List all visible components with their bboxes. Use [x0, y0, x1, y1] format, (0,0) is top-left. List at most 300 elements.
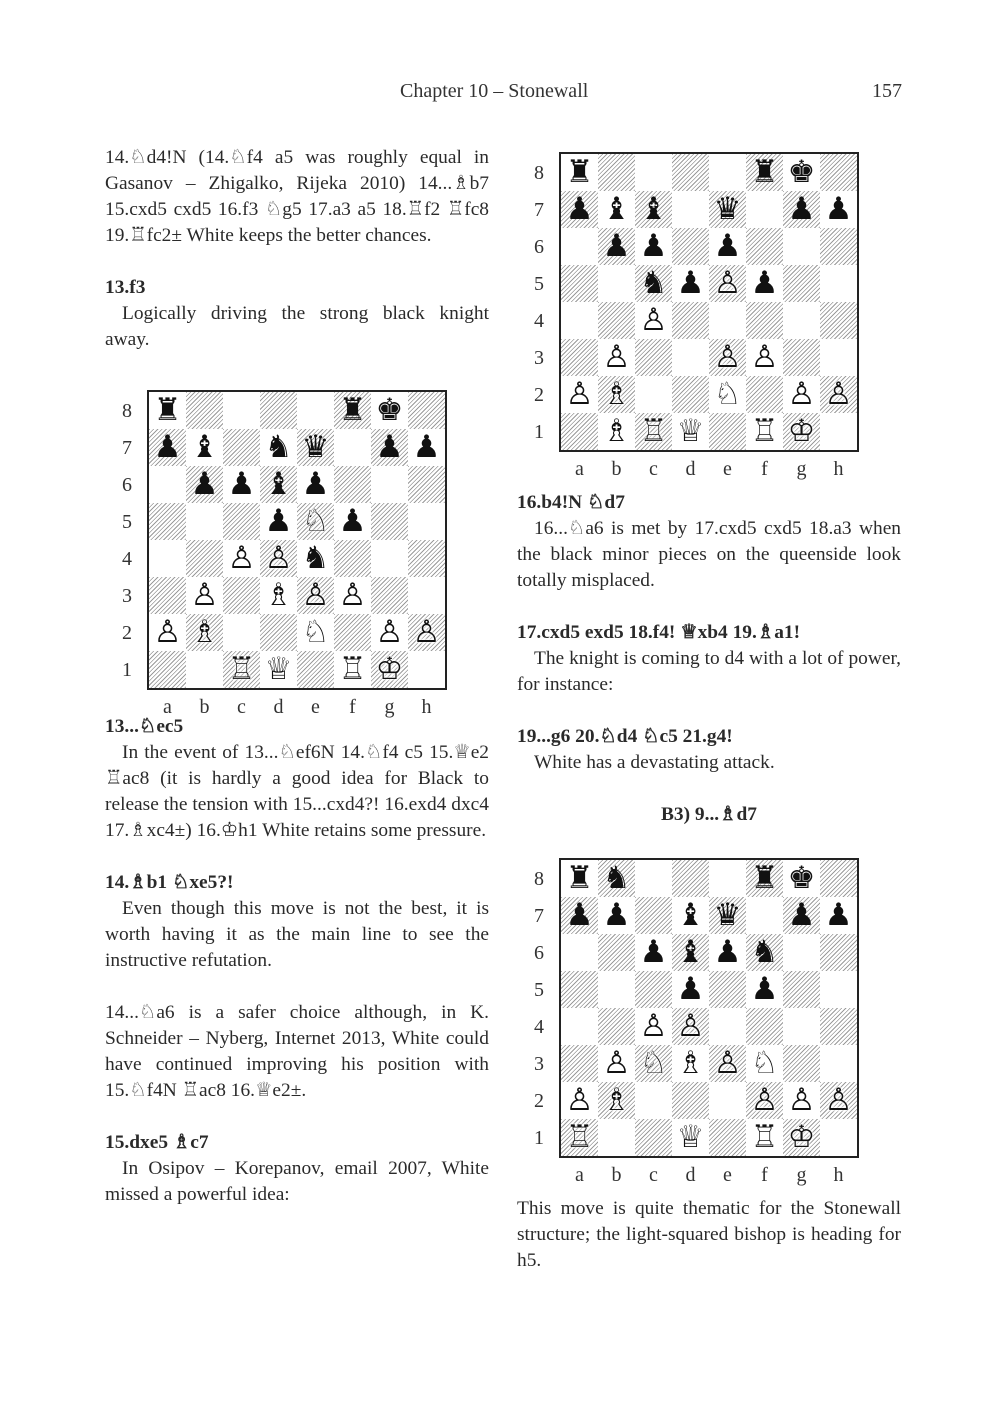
square-d2 [672, 1082, 709, 1119]
square-f7 [334, 429, 371, 466]
square-g8 [371, 392, 408, 429]
white-knight-icon: ♘ [639, 1045, 668, 1081]
square-g5 [783, 971, 820, 1008]
black-knight-icon: ♞ [301, 540, 330, 576]
rank-label: 6 [534, 942, 544, 964]
square-e2 [297, 614, 334, 651]
rank-label: 4 [122, 548, 132, 570]
square-h3 [408, 577, 445, 614]
white-pawn-icon: ♙ [602, 1045, 631, 1081]
square-h3 [820, 339, 857, 376]
page-number: 157 [872, 80, 902, 102]
square-g5 [371, 503, 408, 540]
white-pawn-icon: ♙ [264, 540, 293, 576]
square-g3 [783, 339, 820, 376]
square-a6 [561, 228, 598, 265]
square-g1 [371, 651, 408, 688]
square-h1 [820, 1119, 857, 1156]
rank-label: 2 [534, 384, 544, 406]
square-a3 [149, 577, 186, 614]
square-h7 [820, 897, 857, 934]
white-pawn-icon: ♙ [713, 1045, 742, 1081]
square-c1 [223, 651, 260, 688]
square-c7 [223, 429, 260, 466]
square-d1 [672, 413, 709, 450]
black-rook-icon: ♜ [338, 392, 367, 428]
square-e1 [709, 413, 746, 450]
white-pawn-icon: ♙ [676, 1008, 705, 1044]
file-label: g [796, 458, 807, 480]
black-pawn-icon: ♟ [565, 191, 594, 227]
square-e5 [709, 265, 746, 302]
paragraph: This move is quite thematic for the Stonewall structure; the light-squared bishop is heading for h5. [517, 1198, 901, 1271]
file-label: g [384, 696, 395, 718]
white-rook-icon: ♖ [338, 651, 367, 687]
square-d3 [672, 339, 709, 376]
black-rook-icon: ♜ [565, 154, 594, 190]
white-bishop-icon: ♗ [602, 1082, 631, 1118]
square-d2 [672, 376, 709, 413]
square-e2 [709, 376, 746, 413]
white-queen-icon: ♕ [676, 413, 705, 449]
file-label: b [611, 1164, 622, 1186]
square-e6 [709, 228, 746, 265]
square-g3 [371, 577, 408, 614]
black-pawn-icon: ♟ [750, 265, 779, 301]
white-pawn-icon: ♙ [338, 577, 367, 613]
move-heading: 14.♗b1 ♘xe5?! [105, 872, 234, 893]
file-label: e [723, 1164, 732, 1186]
black-rook-icon: ♜ [153, 392, 182, 428]
square-b8 [598, 154, 635, 191]
square-h7 [408, 429, 445, 466]
square-f8 [334, 392, 371, 429]
move-heading: 13.f3 [105, 277, 146, 298]
square-d8 [672, 860, 709, 897]
square-a8 [561, 154, 598, 191]
rank-label: 8 [534, 868, 544, 890]
square-d8 [260, 392, 297, 429]
rank-label: 7 [534, 905, 544, 927]
square-b6 [186, 466, 223, 503]
chess-board [559, 152, 859, 452]
rank-label: 4 [534, 310, 544, 332]
square-c1 [635, 413, 672, 450]
black-knight-icon: ♞ [639, 265, 668, 301]
square-e3 [297, 577, 334, 614]
square-a8 [149, 392, 186, 429]
white-knight-icon: ♘ [750, 1045, 779, 1081]
square-a7 [561, 897, 598, 934]
chess-diagram [517, 150, 901, 490]
square-b6 [598, 934, 635, 971]
square-c6 [223, 466, 260, 503]
black-pawn-icon: ♟ [301, 466, 330, 502]
square-c5 [635, 971, 672, 1008]
square-g4 [783, 1008, 820, 1045]
square-c6 [635, 934, 672, 971]
square-b1 [598, 413, 635, 450]
square-f6 [334, 466, 371, 503]
square-h1 [820, 413, 857, 450]
square-g5 [783, 265, 820, 302]
move-heading: 19...g6 20.♘d4 ♘c5 21.g4! [517, 726, 733, 747]
square-e4 [709, 302, 746, 339]
white-pawn-icon: ♙ [153, 614, 182, 650]
square-f5 [746, 971, 783, 1008]
black-king-icon: ♚ [787, 154, 816, 190]
square-c2 [635, 376, 672, 413]
square-e7 [709, 191, 746, 228]
black-pawn-icon: ♟ [824, 191, 853, 227]
square-f6 [746, 228, 783, 265]
paragraph: Logically driving the strong black knight away. [105, 303, 489, 350]
file-label: e [311, 696, 320, 718]
white-pawn-icon: ♙ [639, 302, 668, 338]
square-f4 [334, 540, 371, 577]
square-f2 [746, 376, 783, 413]
black-pawn-icon: ♟ [602, 228, 631, 264]
square-f1 [746, 413, 783, 450]
square-b4 [186, 540, 223, 577]
square-d6 [260, 466, 297, 503]
square-e6 [709, 934, 746, 971]
square-h2 [408, 614, 445, 651]
square-a7 [149, 429, 186, 466]
black-bishop-icon: ♝ [676, 897, 705, 933]
square-h4 [408, 540, 445, 577]
white-pawn-icon: ♙ [824, 376, 853, 412]
black-pawn-icon: ♟ [676, 971, 705, 1007]
file-label: c [237, 696, 246, 718]
rank-label: 6 [534, 236, 544, 258]
square-h5 [820, 971, 857, 1008]
black-pawn-icon: ♟ [375, 429, 404, 465]
white-pawn-icon: ♙ [787, 1082, 816, 1118]
square-h5 [820, 265, 857, 302]
rank-label: 1 [534, 421, 544, 443]
square-e8 [709, 154, 746, 191]
square-g6 [371, 466, 408, 503]
square-b7 [598, 897, 635, 934]
square-g7 [371, 429, 408, 466]
black-pawn-icon: ♟ [713, 934, 742, 970]
black-pawn-icon: ♟ [338, 503, 367, 539]
square-c8 [635, 154, 672, 191]
square-g4 [783, 302, 820, 339]
square-c1 [635, 1119, 672, 1156]
square-b8 [598, 860, 635, 897]
rank-label: 3 [122, 585, 132, 607]
file-label: d [273, 696, 284, 718]
square-d1 [672, 1119, 709, 1156]
black-knight-icon: ♞ [602, 860, 631, 896]
white-pawn-icon: ♙ [713, 339, 742, 375]
white-queen-icon: ♕ [264, 651, 293, 687]
square-d7 [672, 897, 709, 934]
square-h2 [820, 376, 857, 413]
square-c3 [635, 339, 672, 376]
square-a6 [561, 934, 598, 971]
move-heading: 15.dxe5 ♗c7 [105, 1132, 209, 1153]
black-bishop-icon: ♝ [639, 191, 668, 227]
square-d6 [672, 934, 709, 971]
rank-label: 5 [534, 273, 544, 295]
square-d1 [260, 651, 297, 688]
paragraph: In Osipov – Korepanov, email 2007, White missed a powerful idea: [105, 1158, 489, 1205]
square-h8 [408, 392, 445, 429]
square-e8 [709, 860, 746, 897]
black-rook-icon: ♜ [750, 860, 779, 896]
square-g1 [783, 1119, 820, 1156]
file-label: f [761, 458, 768, 480]
square-c7 [635, 897, 672, 934]
black-king-icon: ♚ [787, 860, 816, 896]
rank-label: 3 [534, 1053, 544, 1075]
square-e4 [297, 540, 334, 577]
white-pawn-icon: ♙ [602, 339, 631, 375]
black-bishop-icon: ♝ [190, 429, 219, 465]
rank-label: 3 [534, 347, 544, 369]
black-bishop-icon: ♝ [676, 934, 705, 970]
square-d5 [672, 971, 709, 1008]
square-c3 [635, 1045, 672, 1082]
square-c2 [223, 614, 260, 651]
square-e1 [709, 1119, 746, 1156]
black-pawn-icon: ♟ [602, 897, 631, 933]
rank-label: 5 [122, 511, 132, 533]
black-king-icon: ♚ [375, 392, 404, 428]
square-d4 [672, 302, 709, 339]
square-c6 [635, 228, 672, 265]
left-column [105, 145, 489, 1208]
square-a2 [561, 1082, 598, 1119]
chess-board [559, 858, 859, 1158]
white-king-icon: ♔ [787, 1119, 816, 1155]
square-a1 [561, 1119, 598, 1156]
square-f4 [746, 1008, 783, 1045]
square-c5 [223, 503, 260, 540]
black-rook-icon: ♜ [750, 154, 779, 190]
square-a7 [561, 191, 598, 228]
file-label: b [611, 458, 622, 480]
square-c8 [635, 860, 672, 897]
square-b8 [186, 392, 223, 429]
square-g8 [783, 860, 820, 897]
white-pawn-icon: ♙ [565, 376, 594, 412]
square-c2 [635, 1082, 672, 1119]
square-a4 [561, 302, 598, 339]
paragraph: White has a devastating attack. [534, 752, 775, 773]
square-h8 [820, 154, 857, 191]
square-g6 [783, 934, 820, 971]
chapter-title: Chapter 10 – Stonewall [400, 80, 589, 102]
square-f3 [746, 339, 783, 376]
move-heading: 17.cxd5 exd5 18.f4! ♕xb4 19.♗a1! [517, 622, 801, 643]
square-e6 [297, 466, 334, 503]
white-bishop-icon: ♗ [190, 614, 219, 650]
black-pawn-icon: ♟ [190, 466, 219, 502]
black-pawn-icon: ♟ [713, 228, 742, 264]
square-a2 [561, 376, 598, 413]
square-c4 [635, 302, 672, 339]
square-a3 [561, 339, 598, 376]
square-d3 [260, 577, 297, 614]
square-f7 [746, 897, 783, 934]
square-a4 [149, 540, 186, 577]
rank-label: 5 [534, 979, 544, 1001]
square-b2 [598, 1082, 635, 1119]
rank-label: 7 [534, 199, 544, 221]
rank-label: 4 [534, 1016, 544, 1038]
square-b5 [186, 503, 223, 540]
square-g3 [783, 1045, 820, 1082]
black-pawn-icon: ♟ [639, 934, 668, 970]
square-g8 [783, 154, 820, 191]
square-f8 [746, 860, 783, 897]
white-pawn-icon: ♙ [412, 614, 441, 650]
square-a1 [149, 651, 186, 688]
square-b2 [598, 376, 635, 413]
square-e4 [709, 1008, 746, 1045]
square-a1 [561, 413, 598, 450]
black-rook-icon: ♜ [565, 860, 594, 896]
square-h8 [820, 860, 857, 897]
square-a5 [149, 503, 186, 540]
square-f1 [746, 1119, 783, 1156]
rank-label: 1 [122, 659, 132, 681]
rank-label: 2 [122, 622, 132, 644]
file-label: a [575, 1164, 584, 1186]
file-label: h [421, 696, 432, 718]
square-e2 [709, 1082, 746, 1119]
square-c4 [223, 540, 260, 577]
square-f3 [334, 577, 371, 614]
square-f4 [746, 302, 783, 339]
white-knight-icon: ♘ [713, 376, 742, 412]
square-h6 [408, 466, 445, 503]
square-b5 [598, 971, 635, 1008]
black-bishop-icon: ♝ [264, 466, 293, 502]
rank-label: 2 [534, 1090, 544, 1112]
square-a2 [149, 614, 186, 651]
paragraph: The knight is coming to d4 with a lot of power, for instance: [517, 648, 901, 695]
square-e5 [297, 503, 334, 540]
square-e3 [709, 339, 746, 376]
square-c4 [635, 1008, 672, 1045]
square-a5 [561, 971, 598, 1008]
square-e7 [709, 897, 746, 934]
file-label: h [833, 1164, 844, 1186]
file-label: f [349, 696, 356, 718]
square-f3 [746, 1045, 783, 1082]
square-g7 [783, 191, 820, 228]
square-b2 [186, 614, 223, 651]
paragraph: 16...♘a6 is met by 17.cxd5 cxd5 18.a3 when the black minor pieces on the queenside look totally misplaced. [517, 518, 901, 591]
file-label: d [685, 1164, 696, 1186]
white-bishop-icon: ♗ [676, 1045, 705, 1081]
paragraph: Even though this move is not the best, it is worth having it as the main line to see the instructive refutation. [105, 898, 489, 971]
square-e7 [297, 429, 334, 466]
square-d5 [260, 503, 297, 540]
file-label: e [723, 458, 732, 480]
black-pawn-icon: ♟ [264, 503, 293, 539]
square-d5 [672, 265, 709, 302]
square-b1 [186, 651, 223, 688]
square-b4 [598, 1008, 635, 1045]
paragraph: 14.♘d4!N (14.♘f4 a5 was roughly equal in Gasanov – Zhigalko, Rijeka 2010) 14...♗b7 15.cxd5 cxd5 16.f3 ♘g5 17.a3 a5 18.♖f2 ♖fc8 19.♖fc2± White keeps the better chances. [105, 147, 489, 246]
square-b3 [598, 1045, 635, 1082]
white-pawn-icon: ♙ [787, 376, 816, 412]
white-knight-icon: ♘ [301, 503, 330, 539]
file-label: a [163, 696, 172, 718]
square-e8 [297, 392, 334, 429]
square-b6 [598, 228, 635, 265]
square-f5 [746, 265, 783, 302]
rank-label: 6 [122, 474, 132, 496]
file-label: d [685, 458, 696, 480]
white-rook-icon: ♖ [639, 413, 668, 449]
file-label: f [761, 1164, 768, 1186]
black-knight-icon: ♞ [750, 934, 779, 970]
square-d8 [672, 154, 709, 191]
square-f2 [746, 1082, 783, 1119]
black-queen-icon: ♛ [713, 897, 742, 933]
square-h2 [820, 1082, 857, 1119]
square-g6 [783, 228, 820, 265]
white-bishop-icon: ♗ [602, 413, 631, 449]
black-bishop-icon: ♝ [602, 191, 631, 227]
black-pawn-icon: ♟ [750, 971, 779, 1007]
rank-label: 8 [534, 162, 544, 184]
black-pawn-icon: ♟ [676, 265, 705, 301]
square-b3 [598, 339, 635, 376]
white-queen-icon: ♕ [676, 1119, 705, 1155]
rank-label: 7 [122, 437, 132, 459]
white-pawn-icon: ♙ [227, 540, 256, 576]
square-h4 [820, 1008, 857, 1045]
square-a4 [561, 1008, 598, 1045]
white-pawn-icon: ♙ [824, 1082, 853, 1118]
square-d4 [260, 540, 297, 577]
square-h4 [820, 302, 857, 339]
white-king-icon: ♔ [787, 413, 816, 449]
square-a6 [149, 466, 186, 503]
white-rook-icon: ♖ [565, 1119, 594, 1155]
square-d7 [260, 429, 297, 466]
file-label: a [575, 458, 584, 480]
square-b7 [598, 191, 635, 228]
white-rook-icon: ♖ [227, 651, 256, 687]
white-pawn-icon: ♙ [639, 1008, 668, 1044]
black-pawn-icon: ♟ [227, 466, 256, 502]
square-a8 [561, 860, 598, 897]
black-pawn-icon: ♟ [824, 897, 853, 933]
white-pawn-icon: ♙ [190, 577, 219, 613]
white-bishop-icon: ♗ [602, 376, 631, 412]
square-b3 [186, 577, 223, 614]
square-a3 [561, 1045, 598, 1082]
square-f1 [334, 651, 371, 688]
black-queen-icon: ♛ [713, 191, 742, 227]
white-pawn-icon: ♙ [301, 577, 330, 613]
square-h1 [408, 651, 445, 688]
square-c7 [635, 191, 672, 228]
square-d7 [672, 191, 709, 228]
white-pawn-icon: ♙ [713, 265, 742, 301]
square-h6 [820, 934, 857, 971]
white-pawn-icon: ♙ [750, 1082, 779, 1118]
